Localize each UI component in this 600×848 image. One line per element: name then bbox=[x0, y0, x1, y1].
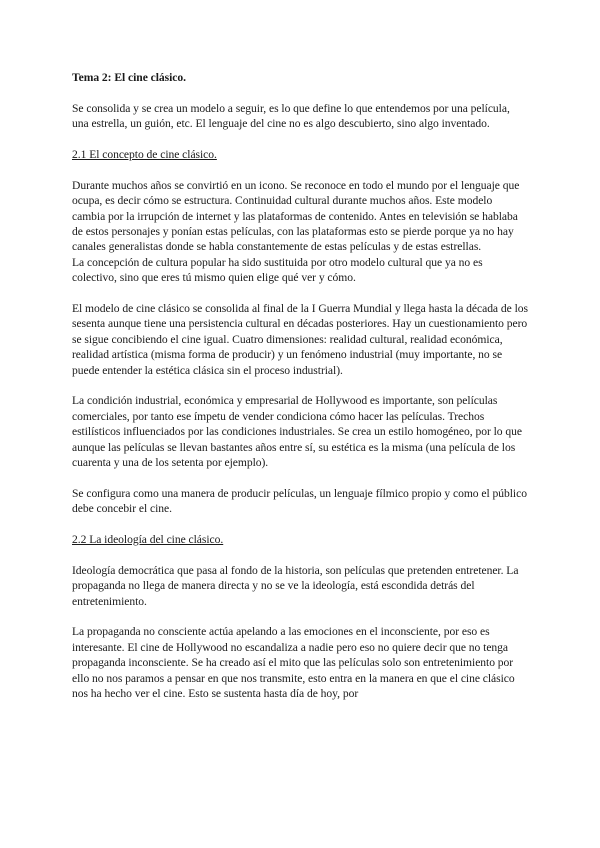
section-heading-concepto: 2.1 El concepto de cine clásico. bbox=[72, 148, 217, 161]
document-title: Tema 2: El cine clásico. bbox=[72, 71, 186, 84]
paragraph: La propaganda no consciente actúa apelando a las emociones en el inconsciente, por eso es interesante. El cine de Hollywood no escandaliza a nadie pero eso no quiere decir que no tenga propaganda inconsciente. Se ha creado así el mito que las películas solo son entretenimiento por ello no nos paramos a pensar en que nos transmite, esto entra en la manera en que el cine clásico nos ha hecho ver el cine. Esto se sustenta hasta día de hoy, por bbox=[72, 625, 515, 701]
intro-paragraph: Se consolida y se crea un modelo a seguir, es lo que define lo que entendemos por una película, una estrella, un guión, etc. El lenguaje del cine no es algo descubierto, sino algo inventado. bbox=[72, 101, 510, 131]
paragraph: Ideología democrática que pasa al fondo de la historia, son películas que pretenden entretener. La propaganda no llega de manera directa y no se ve la ideología, está escondida detrás del entretenimiento. bbox=[72, 563, 519, 608]
paragraph: El modelo de cine clásico se consolida al final de la I Guerra Mundial y llega hasta la década de los sesenta aunque tiene una persistencia cultural en décadas posteriores. Hay un cuestionamiento pero se sigue concibiendo el cine igual. Cuatro dimensiones: realidad cultural, realidad económica, realidad artística (misma forma de producir) y un fenómeno industrial (muy importante, no se puede entender la estética clásica sin el proceso industrial). bbox=[72, 302, 528, 377]
paragraph: La concepción de cultura popular ha sido sustituida por otro modelo cultural que ya no es colectivo, sino que eres tú mismo quien elige qué ver y cómo. bbox=[72, 255, 483, 285]
paragraph: Se configura como una manera de producir películas, un lenguaje fílmico propio y como el público debe concebir el cine. bbox=[72, 486, 527, 516]
section-heading-ideologia: 2.2 La ideología del cine clásico. bbox=[72, 533, 224, 547]
paragraph: Durante muchos años se convirtió en un icono. Se reconoce en todo el mundo por el lenguaje que ocupa, es decir cómo se estructura. Continuidad cultural durante muchos años. Este modelo cambia por la irrupción de internet y las plataformas de contenido. Antes en televisión se hablaba de estos personajes y ponían estas películas, con las plataformas esto se pierde porque ya no hay canales generalistas donde se habla constantemente de estas películas y de estas estrellas. bbox=[72, 178, 520, 254]
paragraph: La condición industrial, económica y empresarial de Hollywood es importante, son películas comerciales, por tanto ese ímpetu de vender condiciona cómo hacer las películas. Trechos estilísticos influenciados por las condiciones industriales. Se crea un estilo homogéneo, por lo que aunque las películas se llevan bastantes años entre sí, su estética es la misma (una película de los cuarenta y una de los setenta por ejemplo). bbox=[72, 394, 522, 470]
